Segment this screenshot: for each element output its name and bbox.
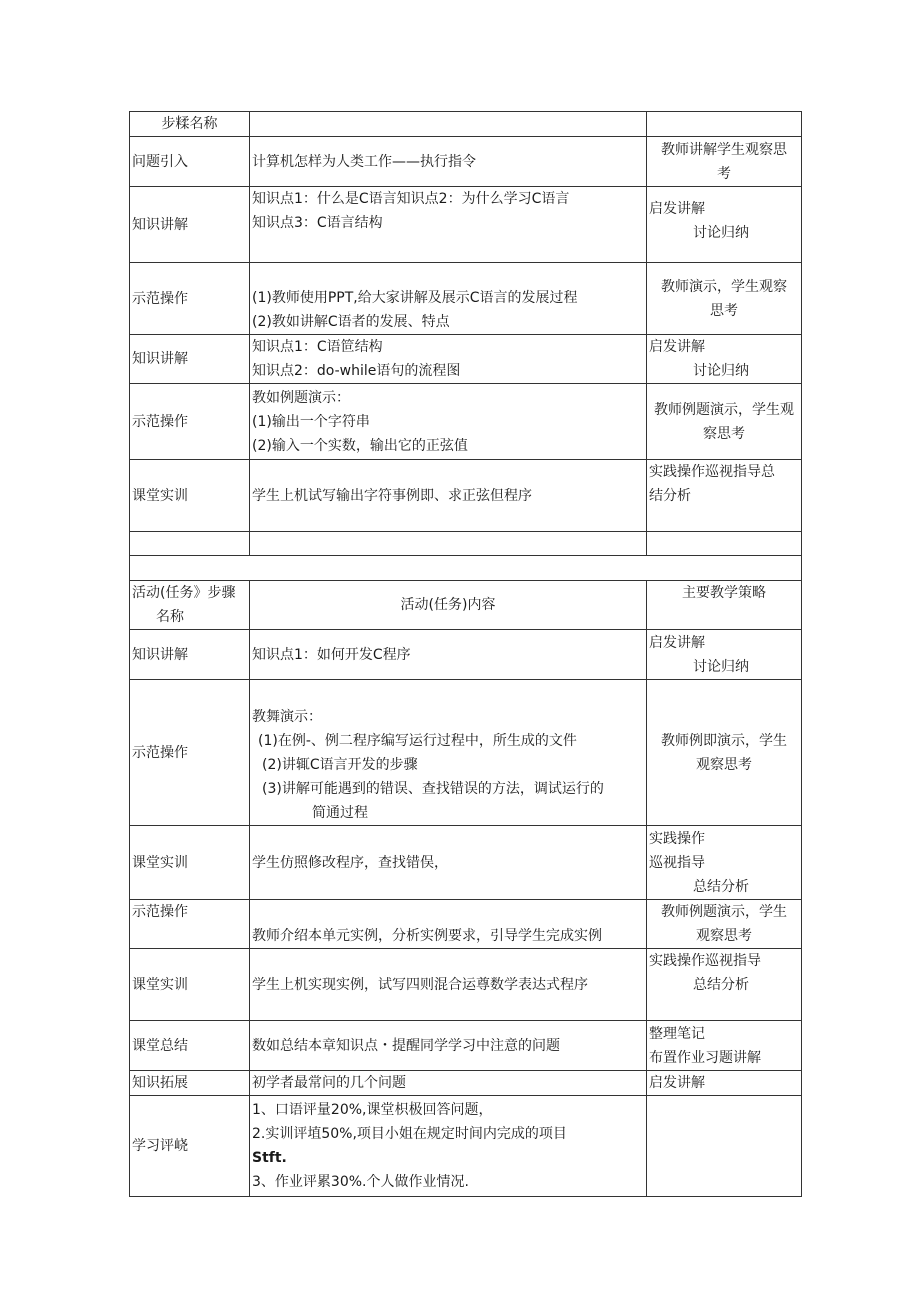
content-cell: 1、口语评量20%,课堂枳极回答问题， 2.实训评埴50%,项目小姐在规定时间内完成的项目 Stft. 3、作业评累30%.个人做作业情况. <box>250 1096 647 1197</box>
step-cell: 知识拓展 <box>130 1071 250 1096</box>
empty-cell <box>647 532 802 556</box>
empty-cell <box>130 532 250 556</box>
strategy-cell <box>647 1096 802 1197</box>
content-cell: 学生上机实现实例，试写四则混合运尊数学表达式程序 <box>250 949 647 1021</box>
strategy-cell: 启发讲解 讨论归纳 <box>647 630 802 680</box>
table-row <box>130 384 802 460</box>
table-row <box>130 263 802 335</box>
header-step: 步糅名称 <box>130 112 250 137</box>
content-cell: (1)教师使用PPT,给大家讲解及展示C语言的发展过程 (2)教如讲解C语者的发展、特点 <box>250 263 647 335</box>
header-strategy: 主要教学策略 <box>647 581 802 630</box>
spacer-cell <box>130 556 802 581</box>
header-content: 活动(任务)内容 <box>250 581 647 630</box>
content-cell: 教师介绍本单元实例，分析实例要求，引导学生完成实例 <box>250 900 647 949</box>
strategy-cell: 实践操作 巡视指导 总结分析 <box>647 826 802 900</box>
strategy-cell: 启发讲解 讨论归纳 <box>647 335 802 384</box>
table-row <box>130 460 802 532</box>
content-cell: 知识点1：C语笸结构 知识点2：do-while语句的流程图 <box>250 335 647 384</box>
strategy-cell: 启发讲解 <box>647 1071 802 1096</box>
table-header-row <box>130 112 802 137</box>
step-cell: 示范操作 <box>130 680 250 826</box>
strategy-cell: 教师例题演示，学生观 察思考 <box>647 384 802 460</box>
table-row <box>130 680 802 826</box>
strategy-cell: 实践操作巡视指导 总结分析 <box>647 949 802 1021</box>
empty-row <box>130 532 802 556</box>
strategy-cell: 教师例即演示，学生 观察思考 <box>647 680 802 826</box>
content-cell: 学生上机试写输出字符事例即、求正弦但程序 <box>250 460 647 532</box>
table-row <box>130 630 802 680</box>
table-row <box>130 949 802 1021</box>
content-cell: 知识点1：什么是C语言知识点2：为什么学习C语言 知识点3：C语言结构 <box>250 187 647 263</box>
table-row <box>130 137 802 187</box>
content-cell: 教如例题演示： (1)输出一个字符串 (2)输入一个实数，输出它的正弦值 <box>250 384 647 460</box>
table-row <box>130 900 802 949</box>
strategy-cell: 实践操作巡视指导总 结分析 <box>647 460 802 532</box>
strategy-cell: 整理笔记 布置作业习题讲解 <box>647 1021 802 1071</box>
strategy-cell: 启发讲解 讨论归纳 <box>647 187 802 263</box>
strategy-cell: 教师讲解学生观察思 考 <box>647 137 802 187</box>
step-cell: 课堂实训 <box>130 949 250 1021</box>
step-cell: 示范操作 <box>130 900 250 949</box>
table-row <box>130 1096 802 1197</box>
empty-cell <box>250 532 647 556</box>
content-cell: 教舞演示： (1)在例-、例二程序编写运行过程中，所生成的文件 (2)讲辄C语言开发的步骤 (3)讲解可能遇到的错误、查找错误的方法，调试运行的 简通过程 <box>250 680 647 826</box>
header-step: 活动(任务》步骤 名称 <box>130 581 250 630</box>
content-cell: 学生仿照修改程序，查找错俣， <box>250 826 647 900</box>
table-row <box>130 826 802 900</box>
content-cell: 计算机怎样为人类工作——执行指令 <box>250 137 647 187</box>
step-cell: 知识讲解 <box>130 187 250 263</box>
header-content <box>250 112 647 137</box>
step-cell: 示范操作 <box>130 263 250 335</box>
step-cell: 知识讲解 <box>130 335 250 384</box>
table-row <box>130 1071 802 1096</box>
strategy-cell: 教师例题演示，学生 观察思考 <box>647 900 802 949</box>
spacer-row <box>130 556 802 581</box>
step-cell: 课堂实训 <box>130 460 250 532</box>
header-strategy <box>647 112 802 137</box>
step-cell: 学习评峣 <box>130 1096 250 1197</box>
content-cell: 初学者最常问的几个问题 <box>250 1071 647 1096</box>
step-cell: 示范操作 <box>130 384 250 460</box>
content-cell: 数如总结本章知识点・提醒同学学习中注意的问题 <box>250 1021 647 1071</box>
content-cell: 知识点1：如何开发C程序 <box>250 630 647 680</box>
table-row <box>130 335 802 384</box>
table-row <box>130 187 802 263</box>
step-cell: 课堂实训 <box>130 826 250 900</box>
step-cell: 课堂总结 <box>130 1021 250 1071</box>
lesson-plan-table <box>129 111 802 1197</box>
step-cell: 问题引入 <box>130 137 250 187</box>
table-row <box>130 1021 802 1071</box>
strategy-cell: 教师演示，学生观察 思考 <box>647 263 802 335</box>
table-header-row <box>130 581 802 630</box>
step-cell: 知识讲解 <box>130 630 250 680</box>
